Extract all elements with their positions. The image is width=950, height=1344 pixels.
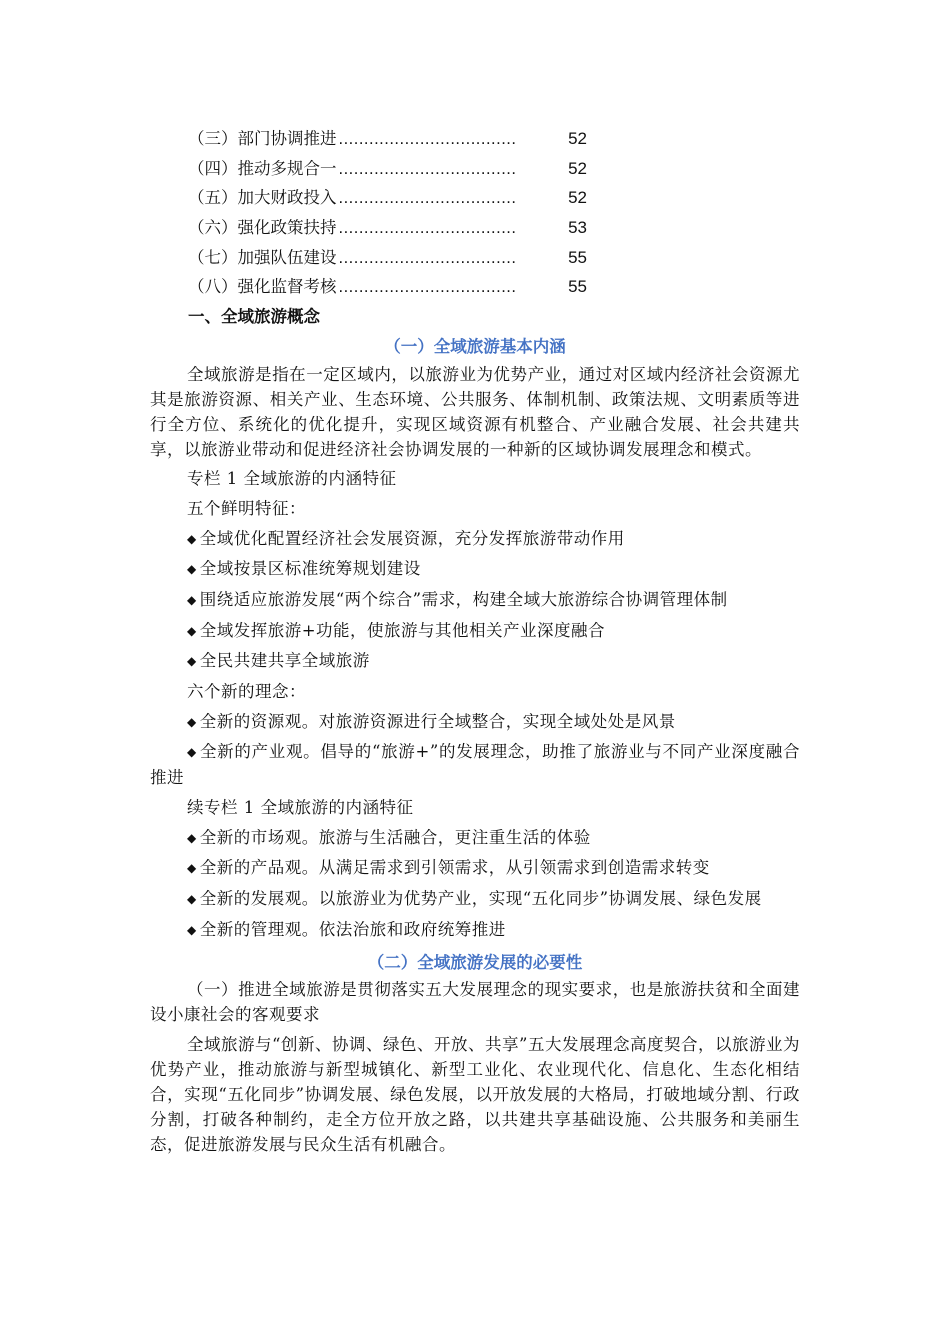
diamond-bullet-icon: ◆	[187, 745, 197, 760]
list-item-text: 全民共建共享全域旅游	[199, 651, 370, 671]
list-item-text: 全新的市场观。旅游与生活融合，更注重生活的体验	[199, 827, 591, 847]
list-item-text: 全域按景区标准统筹规划建设	[199, 559, 421, 579]
list-item-text: 全域优化配置经济社会发展资源，充分发挥旅游带动作用	[199, 528, 625, 548]
toc-entry-label: （三）部门协调推进	[188, 129, 337, 148]
toc-entry[interactable]	[188, 213, 587, 243]
list-item	[150, 618, 800, 644]
toc-page-number: 52	[568, 129, 587, 148]
list-item	[150, 855, 800, 881]
toc-entry-label: （六）强化政策扶持	[188, 218, 337, 238]
point-heading-paragraph: （一）推进全域旅游是贯彻落实五大发展理念的现实要求，也是旅游扶贫和全面建设小康社会的客观要求	[150, 980, 800, 1025]
subsection-heading-1: （一）全域旅游基本内涵	[384, 336, 566, 356]
toc-page-number: 55	[568, 247, 587, 267]
toc-page-number: 52	[568, 158, 587, 178]
list-item-text: 全新的产业观。倡导的“旅游+”的发展理念，助推了旅游业与不同产业深度融合推进	[150, 742, 800, 788]
diamond-bullet-icon: ◆	[187, 654, 197, 669]
diamond-bullet-icon: ◆	[187, 922, 197, 937]
toc-entry[interactable]	[188, 183, 587, 213]
toc-entry[interactable]	[188, 243, 587, 273]
toc-page-number: 53	[568, 218, 587, 238]
diamond-bullet-icon: ◆	[187, 830, 197, 845]
toc-leader-dots: ...................................	[338, 219, 517, 238]
list-item-text: 全新的产品观。从满足需求到引领需求，从引领需求到创造需求转变	[199, 858, 710, 878]
list-item-text: 全新的发展观。以旅游业为优势产业，实现“五化同步”协调发展、绿色发展	[199, 889, 762, 909]
diamond-bullet-icon: ◆	[187, 892, 197, 907]
section-heading: 一、全域旅游概念	[188, 307, 320, 327]
toc-entry-label: （四）推动多规合一	[188, 158, 337, 178]
list-item	[150, 709, 800, 735]
definition-paragraph: 全域旅游是指在一定区域内，以旅游业为优势产业，通过对区域内经济社会资源尤其是旅游资源、相关产业、生态环境、公共服务、体制机制、政策法规、文明素质等进行全方位、系统化的优化提升，实现区域资源有机整合、产业融合发展、社会共建共享，以旅游业带动和促进经济社会协调发展的一种新的区域协调发展理念和模式。	[150, 364, 800, 459]
toc-leader-dots: ...................................	[338, 189, 517, 208]
table-of-contents	[150, 124, 800, 302]
subsection-heading-2: （二）全域旅游发展的必要性	[367, 952, 583, 972]
diamond-bullet-icon: ◆	[187, 562, 197, 577]
diamond-bullet-icon: ◆	[187, 623, 197, 638]
toc-leader-dots: ...................................	[338, 159, 517, 178]
box-title: 专栏 1 全域旅游的内涵特征	[187, 469, 397, 489]
toc-page-number: 52	[568, 188, 587, 208]
toc-leader-dots: ...................................	[338, 130, 517, 148]
toc-entry-label: （七）加强队伍建设	[188, 247, 337, 267]
toc-leader-dots: ...................................	[338, 248, 517, 267]
list-item	[150, 587, 800, 613]
list-item-text: 全新的管理观。依法治旅和政府统筹推进	[199, 919, 506, 939]
toc-entry[interactable]	[188, 124, 587, 154]
six-concepts-title: 六个新的理念：	[187, 682, 306, 701]
list-item	[150, 648, 800, 674]
list-item	[150, 556, 800, 582]
diamond-bullet-icon: ◆	[187, 592, 197, 607]
toc-entry-label: （五）加大财政投入	[188, 188, 337, 208]
point-body-paragraph: 全域旅游与“创新、协调、绿色、开放、共享”五大发展理念高度契合，以旅游业为优势产业，推动旅游与新型城镇化、新型工业化、农业现代化、信息化、生态化相结合，实现“五化同步”协调发展、绿色发展，以开放发展的大格局，打破地域分割、行政分割，打破各种制约，走全方位开放之路，以共建共享基础设施、公共服务和美丽生态，促进旅游发展与民众生活有机融合。	[150, 1034, 800, 1154]
toc-entry[interactable]	[188, 154, 587, 184]
diamond-bullet-icon: ◆	[187, 861, 197, 876]
page-content	[150, 124, 800, 1162]
list-item	[150, 739, 800, 790]
toc-entry-label: （八）强化监督考核	[188, 277, 337, 297]
toc-page-number: 55	[568, 277, 587, 297]
five-features-title: 五个鲜明特征：	[187, 498, 306, 518]
box-continued-title: 续专栏 1 全域旅游的内涵特征	[187, 798, 414, 818]
toc-entry[interactable]	[188, 272, 587, 302]
list-item	[150, 886, 800, 912]
list-item-text: 全新的资源观。对旅游资源进行全域整合，实现全域处处是风景	[199, 711, 676, 731]
list-item	[150, 825, 800, 851]
list-item	[150, 526, 800, 552]
diamond-bullet-icon: ◆	[187, 714, 197, 729]
list-item-text: 围绕适应旅游发展“两个综合”需求，构建全域大旅游综合协调管理体制	[199, 589, 728, 609]
list-item	[150, 917, 800, 943]
diamond-bullet-icon: ◆	[187, 531, 197, 546]
toc-leader-dots: ...................................	[338, 278, 517, 297]
list-item-text: 全域发挥旅游+功能，使旅游与其他相关产业深度融合	[199, 620, 606, 640]
